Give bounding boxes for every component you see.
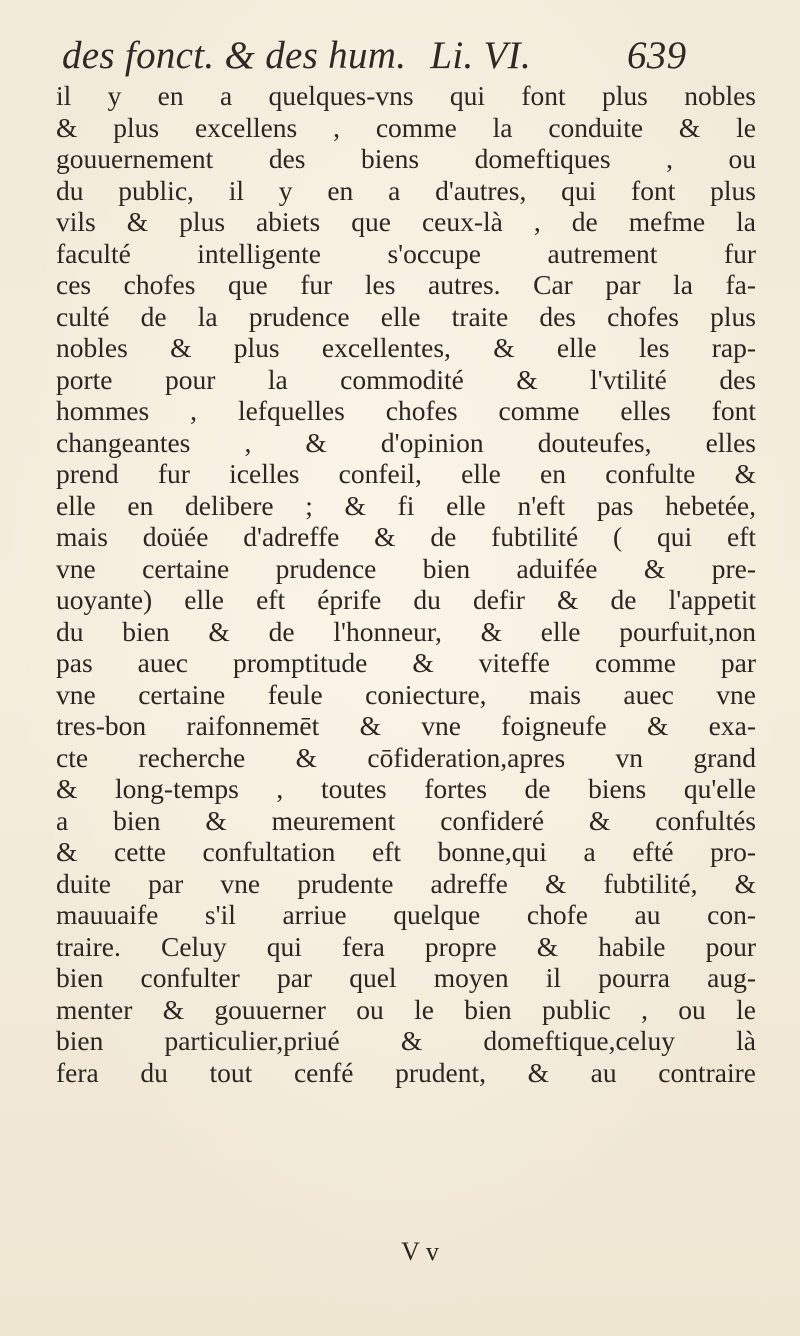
text-line: uoyante) elle eft éprife du defir & de l'appetit [56, 584, 756, 615]
text-line: du bien & de l'honneur, & elle pourfuit,non [56, 615, 756, 647]
text-line: porte pour la commodité & l'vtilité des [56, 363, 756, 395]
running-head-title: des fonct. & des hum. [62, 34, 407, 77]
text-line: faculté intelligente s'occupe autrement fur [56, 237, 756, 269]
text-line: elle en delibere ; & fi elle n'eft pas hebetée, [56, 489, 756, 521]
text-line: cte recherche & cōfideration,apres vn grand [56, 741, 756, 773]
text-line: mais doüée d'adreffe & de fubtilité ( qui eft [56, 521, 756, 552]
text-line: culté de la prudence elle traite des chofes plus [56, 300, 756, 332]
text-line: & plus excellens , comme la conduite & le [56, 111, 756, 143]
text-line: il y en a quelques-vns qui font plus nobles [56, 80, 756, 111]
text-line: & long-temps , toutes fortes de biens qu'elle [56, 773, 756, 804]
text-line: tres-bon raifonnemēt & vne foigneufe & exa- [56, 710, 756, 741]
text-line: changeantes , & d'opinion douteufes, elles [56, 426, 756, 458]
text-line: vne certaine feule coniecture, mais auec vne [56, 678, 756, 710]
text-line: hommes , lefquelles chofes comme elles font [56, 395, 756, 426]
text-line: fera du tout cenfé prudent, & au contraire [56, 1056, 756, 1088]
signature-mark: V v [401, 1237, 439, 1266]
text-line: pas auec promptitude & viteffe comme par [56, 647, 756, 678]
text-line: & cette confultation eft bonne,qui a efté pro- [56, 836, 756, 867]
text-line: du public, il y en a d'autres, qui font plus [56, 174, 756, 206]
text-line: traire. Celuy qui fera propre & habile pour [56, 930, 756, 962]
text-line: duite par vne prudente adreffe & fubtilité, & [56, 867, 756, 899]
text-line: vne certaine prudence bien aduifée & pre- [56, 552, 756, 584]
text-line: a bien & meurement confideré & confultés [56, 804, 756, 836]
text-line: menter & gouuerner ou le bien public , ou le [56, 993, 756, 1025]
running-head-book: Li. VI. [430, 34, 532, 77]
text-line: bien confulter par quel moyen il pourra aug- [56, 962, 756, 993]
running-head [62, 30, 687, 82]
body-text [56, 80, 756, 1088]
text-line: prend fur icelles confeil, elle en confulte & [56, 458, 756, 489]
text-line: mauuaife s'il arriue quelque chofe au con- [56, 899, 756, 930]
page-number: 639 [627, 34, 687, 77]
text-line: gouuernement des biens domeftiques , ou [56, 143, 756, 174]
text-line: bien particulier,priué & domeftique,celuy là [56, 1025, 756, 1056]
text-line: vils & plus abiets que ceux-là , de mefme la [56, 206, 756, 237]
text-line: ces chofes que fur les autres. Car par la fa- [56, 269, 756, 300]
text-line: nobles & plus excellentes, & elle les rap- [56, 332, 756, 363]
